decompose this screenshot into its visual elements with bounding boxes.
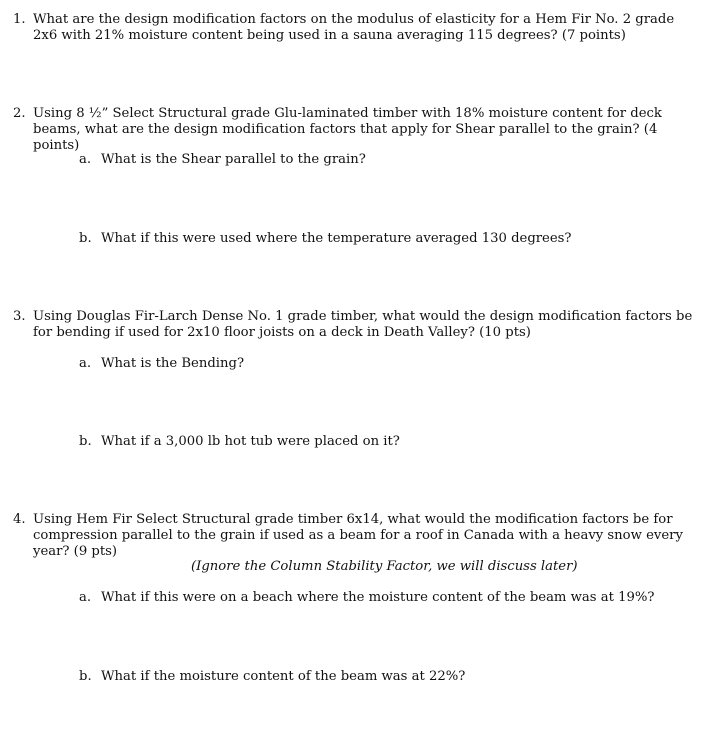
part-text: What is the Bending? [101,356,245,371]
part-letter: a. [79,152,92,167]
part-text: What if the moisture content of the beam was at 22%? [101,669,466,684]
part-letter: a. [79,590,92,605]
question-text: Using Hem Fir Select Structural grade timber 6x14, what would the modification factors be for compression parallel to the grain if used as a beam for a roof in Canada with a heavy snow every year? (9 pts) [33,512,683,559]
part-text: What if this were used where the temperature averaged 130 degrees? [101,231,572,246]
part-letter: b. [79,434,92,449]
question-number: 4. [13,512,26,527]
part-text: What if a 3,000 lb hot tub were placed on it? [101,434,400,449]
part-letter: b. [79,669,92,684]
question-text: Using 8 ½” Select Structural grade Glu-laminated timber with 18% moisture content for deck beams, what are the design modification factors that apply for Shear parallel to the grain? (4 points) [33,106,662,153]
question-text: What are the design modification factors on the modulus of elasticity for a Hem Fir No. 2 grade 2x6 with 21% moisture content being used in a sauna averaging 115 degrees? (7 points) [33,12,675,43]
question-4-note: (Ignore the Column Stability Factor, we will discuss later) [191,559,578,574]
question-number: 1. [13,12,26,27]
part-letter: b. [79,231,92,246]
question-number: 3. [13,309,26,324]
part-letter: a. [79,356,92,371]
part-text: What if this were on a beach where the moisture content of the beam was at 19%? [101,590,655,605]
question-text: Using Douglas Fir-Larch Dense No. 1 grade timber, what would the design modification factors be for bending if used for 2x10 floor joists on a deck in Death Valley? (10 pts) [33,309,693,340]
question-number: 2. [13,106,26,121]
part-text: What is the Shear parallel to the grain? [101,152,366,167]
